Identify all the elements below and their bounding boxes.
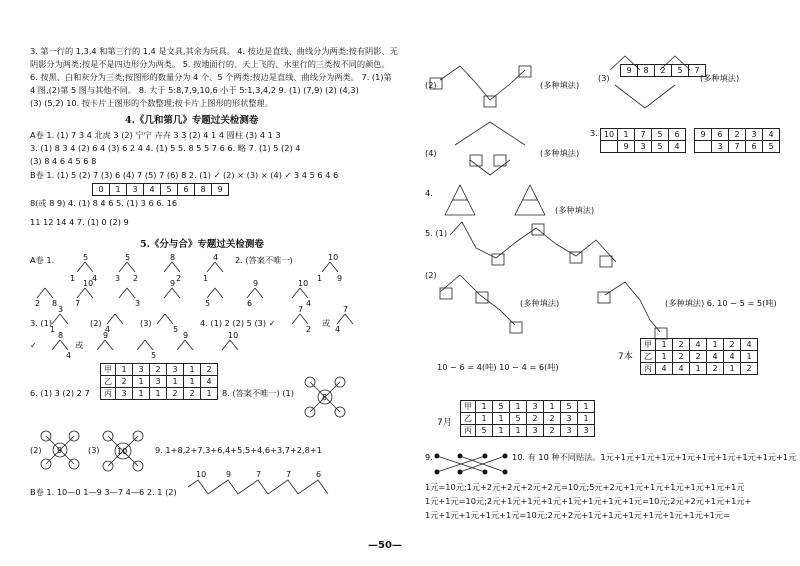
intro-line-1: 3. 第一行的 1,3,4 和第三行的 1,4 是文具,其余为玩具。 4. 按边是直线、曲线分为两类;按有阴影、无 [30,46,398,56]
svg-text:3: 3 [115,274,121,283]
right-table-7 [640,338,758,375]
svg-text:10: 10 [83,279,94,288]
sec5-a2: 2. (答案不唯一) [235,255,293,265]
table-cell: 1 [184,364,201,376]
sec4-line-3: (3) 8 4 6 4 5 6 8 [30,156,97,166]
table-cell: 2 [544,413,561,425]
table-cell: 丙 [101,388,116,400]
sec4-line-6: 11 12 14 4 7. (1) 0 (2) 9 [30,217,129,227]
svg-text:2: 2 [176,274,182,283]
table-cell: 1 [201,388,218,400]
svg-text:4: 4 [213,253,219,262]
intro-line-5: (3) (5,2) 10. 按卡片上图形的个数整理;按卡片上图形的形状整理。 [30,98,273,108]
table-cell: 5 [652,129,669,141]
table-cell: 4 [741,339,758,351]
svg-text:1: 1 [317,274,323,283]
r-5-2: (2) [425,270,437,280]
sec4-line-2: 3. (1) 8 3 4 (2) 6 4 (3) 6 2 4 4. (1) 5 5. 8 5 5 7 6 6. 略 7. (1) 5 (2) 4 [30,143,301,153]
table-cell: 1 [493,425,510,437]
table-cell: 丙 [461,425,476,437]
sec5-b: B卷 1. 10—0 1—9 3—7 4—6 2. 1 (2) [30,487,177,497]
table-cell: 甲 [461,401,476,413]
svg-text:5: 5 [205,299,211,308]
table-cell: 2 [116,376,133,388]
r-q3: 3. [590,128,598,138]
table-cell: 2 [527,413,544,425]
box-cell: 7 [689,65,706,77]
svg-text:7: 7 [286,470,292,479]
table-cell: 3 [116,388,133,400]
table-cell: 5 [561,401,578,413]
table-cell: 1 [184,376,201,388]
svg-text:8: 8 [52,299,58,308]
table-cell: 1 [656,351,673,363]
table-cell: 1 [690,363,707,375]
svg-text:8: 8 [170,253,176,262]
table-cell: 3 [635,141,652,153]
table-cell: 2 [184,388,201,400]
svg-text:5: 5 [83,253,89,262]
svg-text:9: 9 [337,274,343,283]
table-cell: 4 [707,351,724,363]
sec5-3-label: 3. (1) [30,318,53,328]
svg-text:4: 4 [105,325,111,334]
r-multi-1: (多种填法) [540,80,580,90]
table-cell: 6 [669,129,686,141]
table-cell: 1 [167,376,184,388]
r-6: (多种填法) 6. 10 − 5 = 5(吨) [665,298,777,308]
svg-text:9: 9 [253,279,259,288]
table-cell: 3 [167,364,184,376]
svg-text:10: 10 [328,253,339,262]
sec5-8-3: (3) [88,445,100,455]
table-cell: 9 [618,141,635,153]
r-q4: 4. [425,188,433,198]
table-cell: 5 [476,425,493,437]
table-cell: 3 [578,425,595,437]
table-cell: 甲 [641,339,656,351]
svg-text:1: 1 [203,274,209,283]
sec5-6: 6. (1) 3 (2) 2 7 [30,388,90,398]
svg-text:8: 8 [58,331,64,340]
svg-text:5: 5 [151,351,157,360]
right-table-8 [460,400,595,437]
r-4: (4) [425,148,437,158]
table-cell [695,141,712,153]
table-cell: 2 [673,339,690,351]
table-cell: 1 [707,339,724,351]
table-cell: 4 [724,351,741,363]
table-cell: 3 [561,413,578,425]
r-6-eq: 10 − 6 = 4(吨) 10 − 4 = 6(吨) [437,362,559,372]
seq-cell: 0 [93,184,110,196]
box-cell: 5 [672,65,689,77]
r-multi-2: (多种填法) [700,73,740,83]
table-cell: 6 [712,129,729,141]
table-cell: 1 [724,363,741,375]
sec4-line-5: 8(或 8 9) 4. (1) 8 4 6 5. (1) 3 6 6. 16 [30,198,178,208]
svg-text:7: 7 [75,299,81,308]
sec4-line-1: A卷 1. (1) 7 3 4 北虎 3 (2) 宁宁 卉卉 3 3 (2) 4 1 4 圆柱 (3) 4 1 3 [30,130,281,140]
table-cell: 1 [544,401,561,413]
table-cell: 1 [116,364,133,376]
svg-text:1: 1 [50,325,56,334]
svg-text:7: 7 [256,470,262,479]
sec5-or-2: 或 [75,340,84,350]
table-cell: 9 [695,129,712,141]
svg-text:6: 6 [316,470,322,479]
seq-cell: 4 [144,184,161,196]
r-10-1: 10. 有 10 种不同贴法。1元+1元+1元+1元+1元+1元+1元+1元+1元+1元 [512,452,797,462]
table-cell: 1 [133,376,150,388]
svg-text:3: 3 [135,299,141,308]
table-cell: 5 [510,413,527,425]
table-cell: 7 [729,141,746,153]
table-cell: 4 [201,376,218,388]
table-cell: 1 [510,401,527,413]
seq-cell: 9 [212,184,229,196]
table-cell [601,141,618,153]
r-2: (2) [425,80,437,90]
table-cell: 1 [510,425,527,437]
seq-cell: 8 [195,184,212,196]
table-cell: 2 [150,364,167,376]
top-boxes [620,64,706,77]
sec5-8: 8. (答案不唯一) (1) [222,388,294,398]
sec5-9: 9. 1+8,2+7,3+6,4+5,5+4,6+3,7+2,8+1 [155,445,322,455]
table-cell: 1 [618,129,635,141]
sec5-a1: A卷 1. [30,255,55,265]
svg-text:2: 2 [306,325,312,334]
svg-text:9: 9 [226,470,232,479]
table-cell: 6 [746,141,763,153]
table-cell: 1 [578,401,595,413]
r-10-4: 1元+1元+1元+1元+1元=10元;2元+2元+1元+1元+1元+1元+1元+1元+1元= [425,510,730,520]
intro-line-3: 6. 按黑、白和灰分为三类;按图形的数量分为 4 个、5 个两类;按边是直线、曲线分为两类。 7. (1)第 [30,72,392,82]
sec5-check: ✓ [30,340,37,350]
section-5-title: 5.《分与合》专题过关检测卷 [140,239,264,250]
box-cell: 8 [638,65,655,77]
svg-text:7: 7 [298,305,304,314]
table-cell: 2 [690,351,707,363]
sec5-8-2: (2) [30,445,42,455]
r-5-1: 5. (1) [425,228,448,238]
star-center: 10 [117,447,128,456]
svg-text:1: 1 [70,274,76,283]
table-cell: 4 [669,141,686,153]
svg-text:10: 10 [228,331,239,340]
table-cell: 4 [656,363,673,375]
table-cell: 4 [673,363,690,375]
svg-text:5: 5 [173,325,179,334]
table-cell: 2 [724,339,741,351]
svg-text:4: 4 [306,299,312,308]
svg-text:10: 10 [196,470,207,479]
star-center: 8 [322,393,328,402]
seq-cell: 1 [110,184,127,196]
table-cell: 乙 [461,413,476,425]
table-cell: 2 [673,351,690,363]
table-cell: 2 [167,388,184,400]
svg-text:4: 4 [66,351,72,360]
page-number: —50— [368,540,402,551]
r-8-label: 7月 [437,418,452,428]
table-cell: 3 [150,376,167,388]
box-cell: 9 [621,65,638,77]
svg-text:6: 6 [247,299,253,308]
table-cell: 甲 [101,364,116,376]
table-cell: 4 [763,129,780,141]
table-cell: 3 [527,401,544,413]
table-cell: 1 [476,413,493,425]
r-multi-3: (多种填法) [540,148,580,158]
table-cell: 3 [527,425,544,437]
svg-text:3: 3 [58,305,64,314]
r-7-label: 7本 [618,352,633,362]
table-cell: 1 [150,388,167,400]
table-cell: 2 [729,129,746,141]
table-cell: 1 [133,388,150,400]
sec5-3-3: (3) [140,318,152,328]
r-3: (3) [598,73,610,83]
r-multi-4: (多种填法) [555,205,595,215]
svg-text:5: 5 [125,253,131,262]
svg-text:9: 9 [170,279,176,288]
svg-text:4: 4 [92,274,98,283]
star-center: 9 [57,446,63,455]
table-cell: 5 [493,401,510,413]
svg-text:7: 7 [343,305,349,314]
table-3b [694,128,780,153]
svg-text:2: 2 [35,299,41,308]
r-10-3: 1元+1元=10元;2元+1元+1元+1元+1元+1元+1元+1元=10元;2元+2元+1元+1元+ [425,496,752,506]
r-10-2: 1元=10元;1元+2元+2元+2元+2元=10元;5元+2元+1元+1元+1元+1元+1元+1元 [425,482,745,492]
sec5-3-2: (2) [90,318,102,328]
section-4-title: 4.《几和第几》专题过关检测卷 [125,115,259,126]
table-cell: 乙 [101,376,116,388]
table-cell: 2 [201,364,218,376]
seq-cell: 3 [127,184,144,196]
intro-line-2: 阴影分为两类;按是不是四边形分为两类。 5. 按地面行的、天上飞的、水里行的三类按不同的颜色。 [30,59,390,69]
table-cell: 3 [561,425,578,437]
svg-text:10: 10 [298,279,309,288]
table-cell: 1 [656,339,673,351]
table-cell: 7 [635,129,652,141]
table-cell: 1 [578,413,595,425]
table-cell: 5 [652,141,669,153]
sec5-or-1: 或 [322,318,331,328]
table-cell: 2 [741,363,758,375]
seq-cell: 6 [178,184,195,196]
svg-text:2: 2 [133,274,139,283]
table-cell: 4 [690,339,707,351]
intro-line-4: 4 图,(2)第 5 图与其他不同。 8. 大于 5:8,7,9,10,6 小于 5:1,3,4,2 9. (1) (7,9) (2) (4,3) [30,85,359,95]
r-multi-5: (多种填法) [520,298,560,308]
table-cell: 3 [712,141,729,153]
table-cell: 2 [544,425,561,437]
table-3a [600,128,686,153]
table-cell: 3 [133,364,150,376]
box-cell: 2 [655,65,672,77]
table-cell: 10 [601,129,618,141]
table-cell: 1 [493,413,510,425]
table-cell: 乙 [641,351,656,363]
table-cell: 2 [707,363,724,375]
table-cell: 3 [746,129,763,141]
seq-cell: 5 [161,184,178,196]
table-cell: 丙 [641,363,656,375]
svg-text:9: 9 [103,331,109,340]
table-cell: 5 [763,141,780,153]
sec4-line-4: B卷 1. (1) 5 (2) 7 (3) 6 (4) 7 (5) 7 (6) 8 2. (1) ✓ (2) × (3) × (4) ✓ 3 4 5 6 4 6 [30,170,339,180]
table-cell: 1 [741,351,758,363]
svg-text:4: 4 [335,325,341,334]
r-9: 9. [425,452,433,462]
table-cell: 1 [476,401,493,413]
sec5-4: 4. (1) 2 (2) 5 (3) ✓ [200,318,276,328]
svg-text:9: 9 [183,331,189,340]
